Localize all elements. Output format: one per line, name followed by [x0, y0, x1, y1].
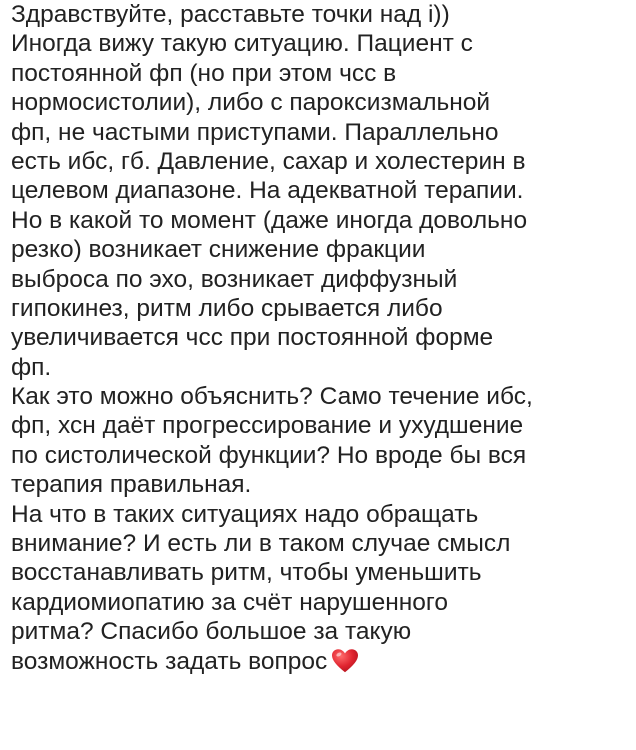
- message-line: Иногда вижу такую ситуацию. Пациент с: [11, 30, 473, 58]
- message-line-text: возможность задать вопрос: [11, 647, 328, 675]
- message-last-line: [11, 647, 631, 676]
- message-line: есть ибс, гб. Давление, сахар и холестерин в: [11, 147, 526, 175]
- message-text: [11, 0, 631, 676]
- message-line: гипокинез, ритм либо срывается либо: [11, 294, 443, 322]
- message-line: увеличивается чсс при постоянной форме: [11, 324, 494, 352]
- message-line: ритма? Спасибо большое за такую: [11, 618, 412, 646]
- heart-icon: [331, 648, 359, 674]
- message-line: кардиомиопатию за счёт нарушенного: [11, 588, 448, 616]
- message-line: Здравствуйте, расставьте точки над i)): [11, 1, 450, 28]
- message-line: фп, не частыми приступами. Параллельно: [11, 118, 499, 146]
- message-line: по систолической функции? Но вроде бы вся: [11, 441, 527, 469]
- message-line: Как это можно объяснить? Само течение ибс,: [11, 383, 533, 411]
- message-line: резко) возникает снижение фракции: [11, 236, 426, 264]
- message-line: нормосистолии), либо с пароксизмальной: [11, 89, 491, 117]
- message-line: целевом диапазоне. На адекватной терапии.: [11, 177, 524, 205]
- message-line: постоянной фп (но при этом чсс в: [11, 59, 397, 87]
- message-line: фп, хсн даёт прогрессирование и ухудшение: [11, 412, 524, 440]
- message-line: восстанавливать ритм, чтобы уменьшить: [11, 559, 482, 587]
- message-line: внимание? И есть ли в таком случае смысл: [11, 530, 511, 558]
- message-line: Но в какой то момент (даже иногда довольно: [11, 206, 528, 234]
- message-line: фп.: [11, 353, 52, 381]
- message-line: терапия правильная.: [11, 471, 252, 499]
- message-line: выброса по эхо, возникает диффузный: [11, 265, 458, 293]
- message-line: На что в таких ситуациях надо обращать: [11, 500, 479, 528]
